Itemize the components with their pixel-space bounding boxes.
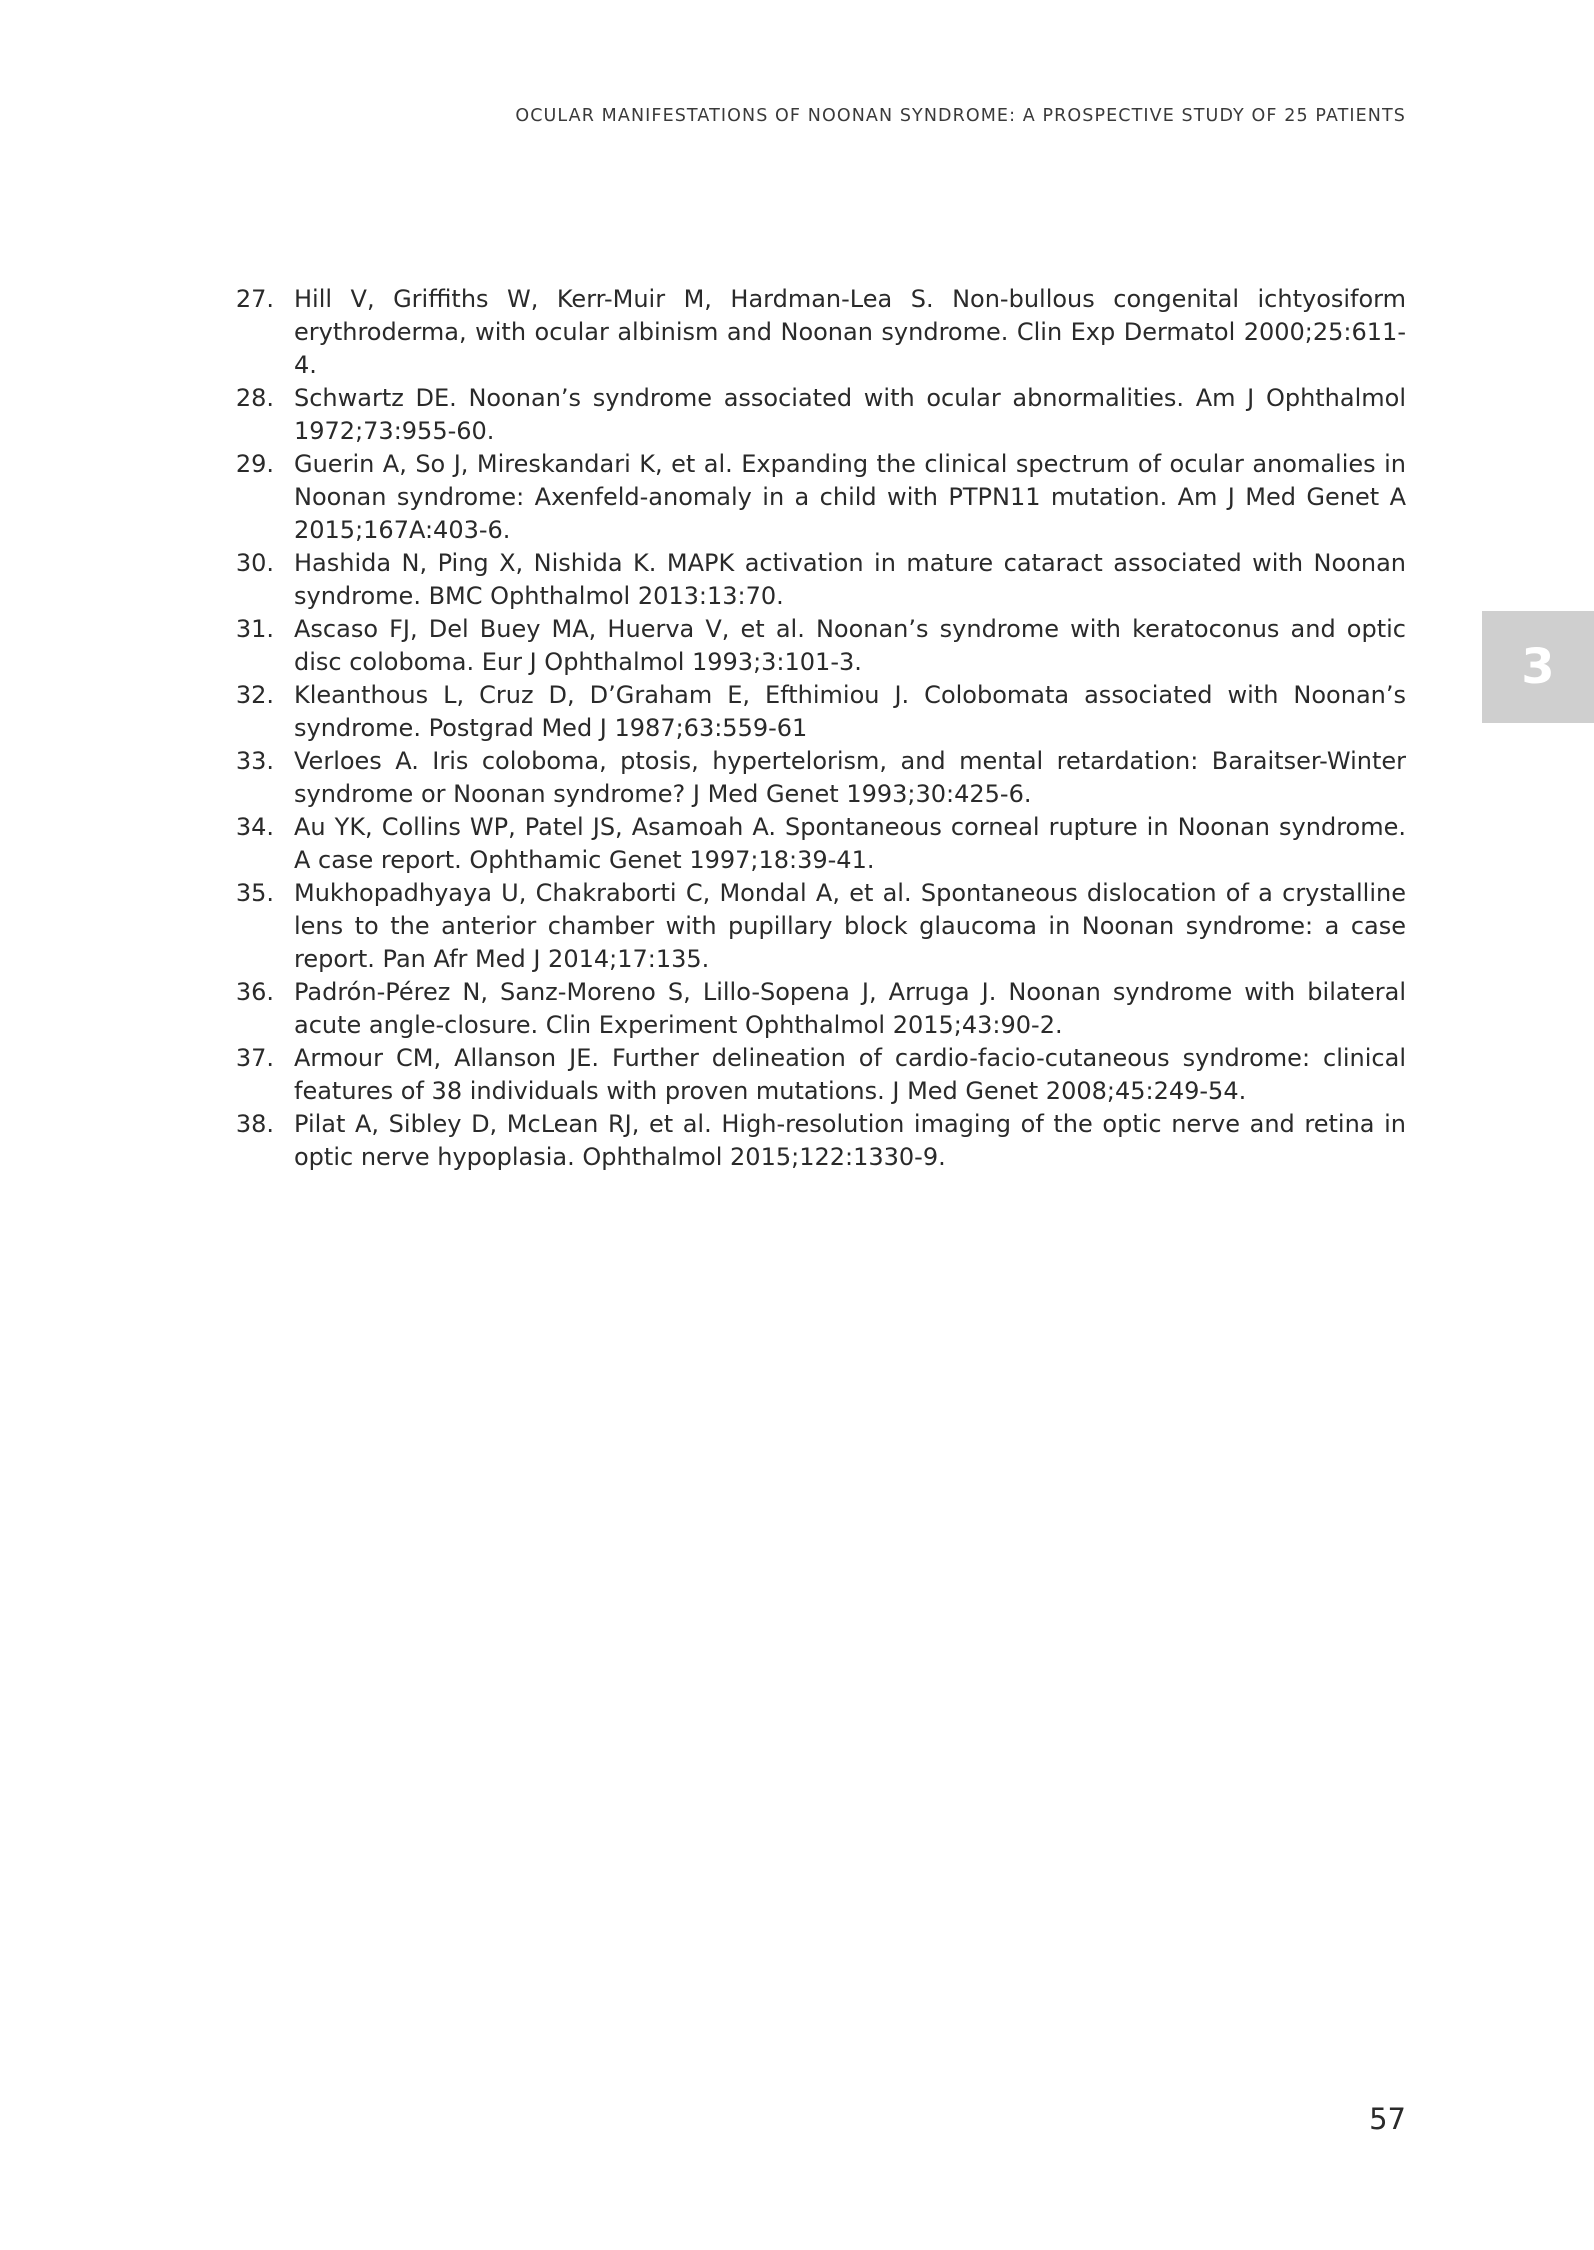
reference-number: 28. bbox=[235, 384, 274, 412]
chapter-tab-label: 3 bbox=[1521, 639, 1555, 695]
reference-text: Schwartz DE. Noonan’s syndrome associated with ocular abnormalities. Am J Ophthalmol 1972;73:955-60. bbox=[294, 384, 1406, 445]
reference-number: 37. bbox=[235, 1044, 274, 1072]
reference-item bbox=[232, 877, 1406, 976]
reference-item bbox=[232, 679, 1406, 745]
reference-item bbox=[232, 613, 1406, 679]
reference-number: 31. bbox=[235, 615, 274, 643]
reference-text: Verloes A. Iris coloboma, ptosis, hypertelorism, and mental retardation: Baraitser-Winter syndrome or Noonan syndrome? J Med Genet 1993;30:425-6. bbox=[294, 747, 1406, 808]
reference-text: Hashida N, Ping X, Nishida K. MAPK activation in mature cataract associated with Noonan syndrome. BMC Ophthalmol 2013:13:70. bbox=[294, 549, 1406, 610]
reference-item bbox=[232, 547, 1406, 613]
reference-item bbox=[232, 811, 1406, 877]
reference-text: Ascaso FJ, Del Buey MA, Huerva V, et al. Noonan’s syndrome with keratoconus and optic disc coloboma. Eur J Ophthalmol 1993;3:101-3. bbox=[294, 615, 1406, 676]
reference-text: Armour CM, Allanson JE. Further delineation of cardio-facio-cutaneous syndrome: clinical features of 38 individuals with proven mutations. J Med Genet 2008;45:249-54. bbox=[294, 1044, 1406, 1105]
reference-item bbox=[232, 448, 1406, 547]
reference-text: Au YK, Collins WP, Patel JS, Asamoah A. Spontaneous corneal rupture in Noonan syndrome. A case report. Ophthamic Genet 1997;18:39-41. bbox=[294, 813, 1406, 874]
reference-number: 34. bbox=[235, 813, 274, 841]
reference-text: Mukhopadhyaya U, Chakraborti C, Mondal A, et al. Spontaneous dislocation of a crystalline lens to the anterior chamber with pupillary block glaucoma in Noonan syndrome: a case report. Pan Afr Med J 2014;17:135. bbox=[294, 879, 1406, 973]
reference-number: 27. bbox=[235, 285, 274, 313]
reference-number: 32. bbox=[235, 681, 274, 709]
reference-text: Kleanthous L, Cruz D, D’Graham E, Efthimiou J. Colobomata associated with Noonan’s syndrome. Postgrad Med J 1987;63:559-61 bbox=[294, 681, 1406, 742]
reference-item bbox=[232, 976, 1406, 1042]
reference-text: Guerin A, So J, Mireskandari K, et al. Expanding the clinical spectrum of ocular anomalies in Noonan syndrome: Axenfeld-anomaly in a child with PTPN11 mutation. Am J Med Genet A 2015;167A:403-6. bbox=[294, 450, 1406, 544]
reference-number: 36. bbox=[235, 978, 274, 1006]
reference-text: Pilat A, Sibley D, McLean RJ, et al. High-resolution imaging of the optic nerve and retina in optic nerve hypoplasia. Ophthalmol 2015;122:1330-9. bbox=[294, 1110, 1406, 1171]
reference-number: 33. bbox=[235, 747, 274, 775]
page-number: 57 bbox=[1369, 2102, 1406, 2136]
reference-item bbox=[232, 283, 1406, 382]
reference-text: Hill V, Griffiths W, Kerr-Muir M, Hardman-Lea S. Non-bullous congenital ichtyosiform erythroderma, with ocular albinism and Noonan syndrome. Clin Exp Dermatol 2000;25:611-4. bbox=[294, 285, 1406, 379]
reference-number: 38. bbox=[235, 1110, 274, 1138]
reference-item bbox=[232, 745, 1406, 811]
reference-text: Padrón-Pérez N, Sanz-Moreno S, Lillo-Sopena J, Arruga J. Noonan syndrome with bilateral acute angle-closure. Clin Experiment Ophthalmol 2015;43:90-2. bbox=[294, 978, 1406, 1039]
reference-number: 30. bbox=[235, 549, 274, 577]
reference-number: 29. bbox=[235, 450, 274, 478]
chapter-tab bbox=[1482, 611, 1594, 723]
reference-number: 35. bbox=[235, 879, 274, 907]
reference-item bbox=[232, 1108, 1406, 1174]
running-header: OCULAR MANIFESTATIONS OF NOONAN SYNDROME: A PROSPECTIVE STUDY OF 25 PATIENTS bbox=[515, 106, 1406, 126]
reference-item bbox=[232, 382, 1406, 448]
reference-list bbox=[232, 283, 1406, 1174]
reference-item bbox=[232, 1042, 1406, 1108]
